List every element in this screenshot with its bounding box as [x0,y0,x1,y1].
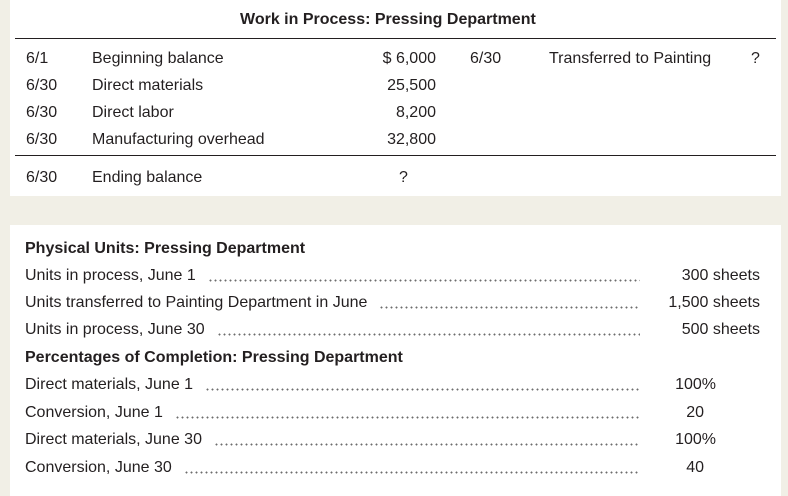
entry-date: 6/30 [26,77,58,94]
physical-units-heading: Physical Units: Pressing Department [25,240,306,257]
title-rule [15,38,776,39]
unit-row [25,293,760,313]
unit-row [25,266,760,286]
unit-value: 1,500 sheets [668,294,760,311]
completion-value: 20 [686,404,704,421]
entry-amount: $ 6,000 [382,50,436,67]
credit-description: Transferred to Painting [549,50,712,67]
dot-leader [184,471,640,474]
physical-units-panel [10,225,781,496]
completion-row [25,403,760,423]
dot-leader [214,443,640,446]
dot-leader [379,306,640,309]
work-in-process-account [10,0,781,196]
ending-amount: ? [399,169,408,186]
completion-label: Direct materials, June 1 [25,376,194,393]
completion-label: Direct materials, June 30 [25,431,202,448]
entry-description: Direct materials [92,77,204,94]
completion-heading: Percentages of Completion: Pressing Department [25,349,403,366]
credit-date: 6/30 [470,50,502,67]
completion-label: Conversion, June 1 [25,404,163,421]
balance-rule [15,155,776,156]
completion-row [25,375,760,395]
completion-row [25,458,760,478]
completion-row [25,430,760,450]
dot-leader [205,388,640,391]
completion-value: 100% [675,431,716,448]
completion-value: 40 [686,459,704,476]
entry-amount: 25,500 [387,77,436,94]
entry-amount: 8,200 [395,104,436,121]
dot-leader [175,416,640,419]
dot-leader [208,279,640,282]
account-title: Work in Process: Pressing Department [240,11,536,28]
ending-description: Ending balance [92,169,203,186]
credit-amount: ? [751,50,760,67]
entry-amount: 32,800 [387,131,436,148]
completion-label: Conversion, June 30 [25,459,172,476]
unit-value: 500 sheets [681,321,760,338]
entry-description: Direct labor [92,104,174,121]
completion-value: 100% [675,376,716,393]
unit-label: Units in process, June 30 [25,321,205,338]
unit-value: 300 sheets [681,267,760,284]
entry-description: Beginning balance [92,50,224,67]
unit-label: Units transferred to Painting Department in June [25,294,368,311]
entry-description: Manufacturing overhead [92,131,265,148]
unit-label: Units in process, June 1 [25,267,196,284]
dot-leader [217,333,640,336]
ending-date: 6/30 [26,169,58,186]
unit-row [25,320,760,340]
entry-date: 6/30 [26,131,58,148]
entry-date: 6/1 [26,50,49,67]
entry-date: 6/30 [26,104,58,121]
